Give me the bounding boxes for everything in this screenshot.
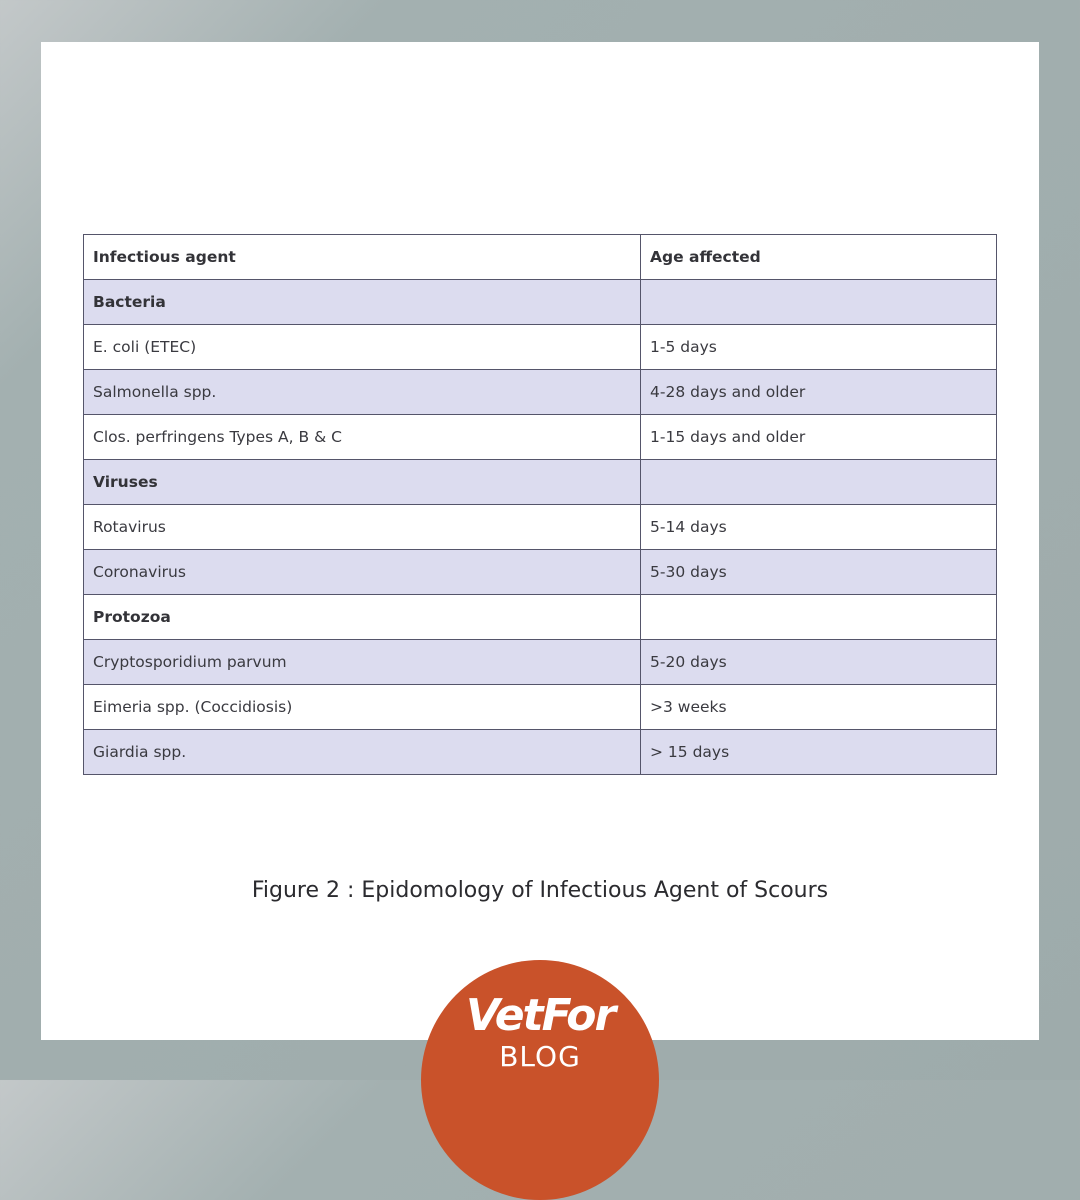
age-cell: 1-15 days and older (641, 415, 997, 460)
age-cell (641, 595, 997, 640)
table-row (84, 550, 997, 595)
table-row (84, 325, 997, 370)
content-card (41, 42, 1039, 1040)
age-cell: 5-20 days (641, 640, 997, 685)
table-row (84, 415, 997, 460)
agent-cell: E. coli (ETEC) (84, 325, 641, 370)
header-age-affected: Age affected (641, 235, 997, 280)
agent-cell: Coronavirus (84, 550, 641, 595)
header-infectious-agent: Infectious agent (84, 235, 641, 280)
category-row (84, 595, 997, 640)
table-header-row (84, 235, 997, 280)
table-row (84, 685, 997, 730)
age-cell (641, 280, 997, 325)
age-cell: 5-30 days (641, 550, 997, 595)
category-label: Protozoa (84, 595, 641, 640)
logo-subtitle: BLOG (499, 1040, 581, 1073)
category-row (84, 280, 997, 325)
table-row (84, 640, 997, 685)
vetfor-blog-logo (421, 960, 659, 1200)
age-cell: >3 weeks (641, 685, 997, 730)
infectious-agents-table (83, 234, 997, 775)
agent-cell: Clos. perfringens Types A, B & C (84, 415, 641, 460)
category-row (84, 460, 997, 505)
figure-caption: Figure 2 : Epidomology of Infectious Agent of Scours (251, 878, 829, 903)
category-label: Viruses (84, 460, 641, 505)
table-row (84, 505, 997, 550)
age-cell: 5-14 days (641, 505, 997, 550)
logo-wordmark: VetFor (465, 990, 615, 1041)
category-label: Bacteria (84, 280, 641, 325)
agent-cell: Eimeria spp. (Coccidiosis) (84, 685, 641, 730)
table-row (84, 730, 997, 775)
table-row (84, 370, 997, 415)
age-cell: > 15 days (641, 730, 997, 775)
agent-cell: Giardia spp. (84, 730, 641, 775)
age-cell: 1-5 days (641, 325, 997, 370)
agent-cell: Salmonella spp. (84, 370, 641, 415)
table-body (84, 280, 997, 775)
agent-cell: Rotavirus (84, 505, 641, 550)
agent-cell: Cryptosporidium parvum (84, 640, 641, 685)
age-cell (641, 460, 997, 505)
age-cell: 4-28 days and older (641, 370, 997, 415)
